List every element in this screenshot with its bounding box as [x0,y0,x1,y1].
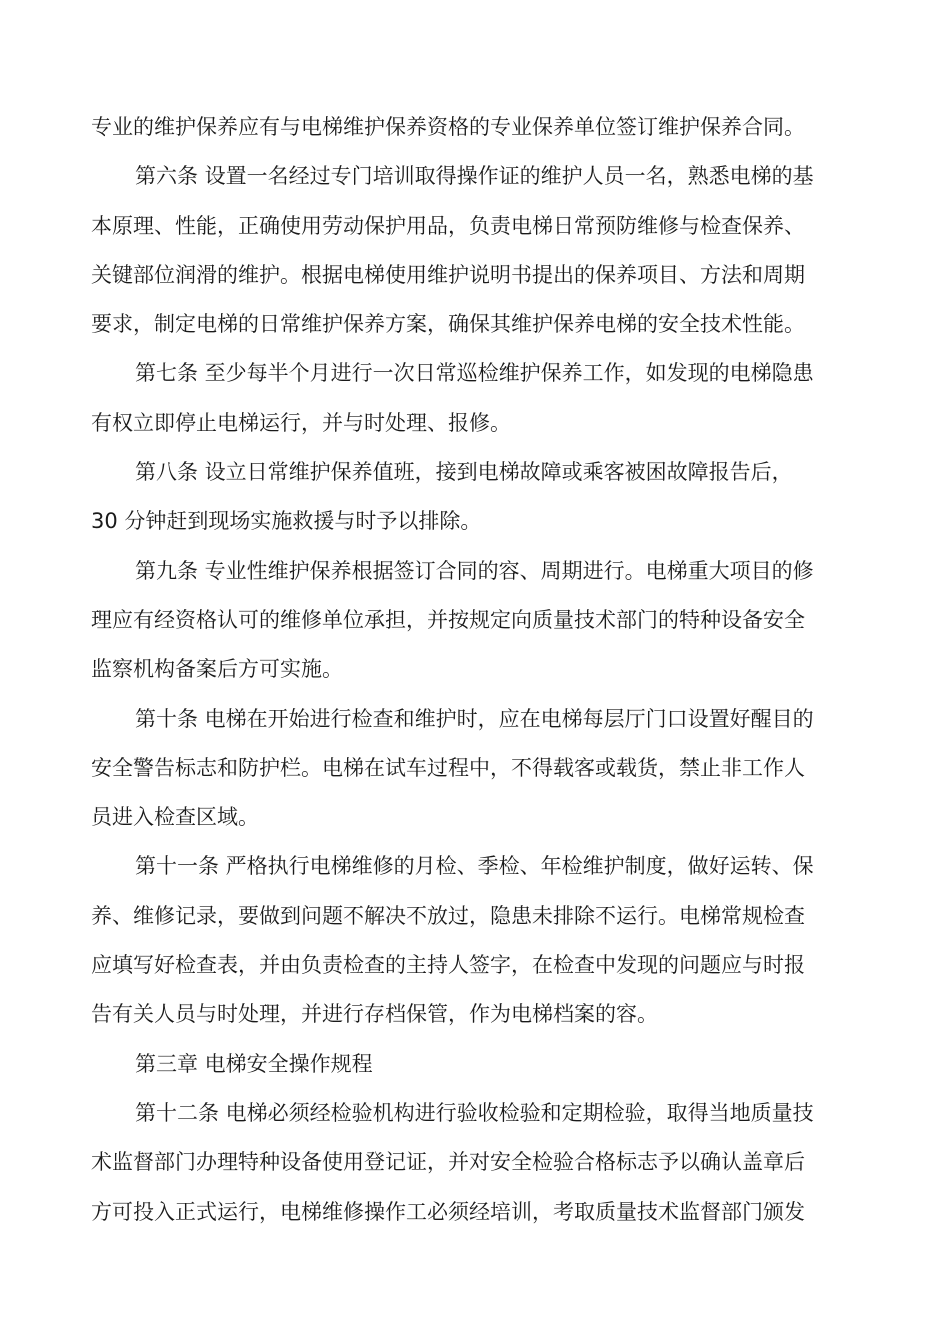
text-line: 第三章 电梯安全操作规程 [135,1051,373,1076]
text-line: 有权立即停止电梯运行，并与时处理、报修。 [91,410,511,435]
text-line: 第十条 电梯在开始进行检查和维护时，应在电梯每层厅门口设置好醒目的 [135,706,814,731]
text-line: 专业的维护保养应有与电梯维护保养资格的专业保养单位签订维护保养合同。 [91,115,805,139]
text-line: 第八条 设立日常维护保养值班，接到电梯故障或乘客被困故障报告后， [135,460,793,485]
text-line: 第九条 专业性维护保养根据签订合同的容、周期进行。电梯重大项目的修 [135,558,814,583]
text-line: 理应有经资格认可的维修单位承担，并按规定向质量技术部门的特种设备安全 [91,607,805,632]
text-line: 方可投入正式运行，电梯维修操作工必须经培训，考取质量技术监督部门颁发 [91,1199,805,1224]
text-line: 术监督部门办理特种设备使用登记证，并对安全检验合格标志予以确认盖章后 [91,1150,805,1175]
text-line: 应填写好检查表，并由负责检查的主持人签字，在检查中发现的问题应与时报 [91,953,805,978]
text-line: 30 分钟赶到现场实施救援与时予以排除。 [91,509,482,534]
text-line: 第六条 设置一名经过专门培训取得操作证的维护人员一名，熟悉电梯的基 [135,164,814,189]
text-line: 第七条 至少每半个月进行一次日常巡检维护保养工作，如发现的电梯隐患 [135,361,814,386]
text-line: 监察机构备案后方可实施。 [91,657,343,682]
text-line: 安全警告标志和防护栏。电梯在试车过程中，不得载客或载货，禁止非工作人 [91,755,805,780]
text-line: 本原理、性能，正确使用劳动保护用品，负责电梯日常预防维修与检查保养、 [91,213,805,238]
document-body [91,103,871,1237]
text-line: 第十二条 电梯必须经检验机构进行验收检验和定期检验，取得当地质量技 [135,1100,814,1125]
text-line: 告有关人员与时处理，并进行存档保管，作为电梯档案的容。 [91,1002,658,1027]
text-line: 要求，制定电梯的日常维护保养方案，确保其维护保养电梯的安全技术性能。 [91,312,805,337]
text-line: 养、维修记录，要做到问题不解决不放过，隐患未排除不运行。电梯常规检查 [91,903,805,928]
text-line: 第十一条 严格执行电梯维修的月检、季检、年检维护制度，做好运转、保 [135,854,814,879]
text-line: 关键部位润滑的维护。根据电梯使用维护说明书提出的保养项目、方法和周期 [91,262,805,287]
text-line: 员进入检查区域。 [91,805,259,830]
